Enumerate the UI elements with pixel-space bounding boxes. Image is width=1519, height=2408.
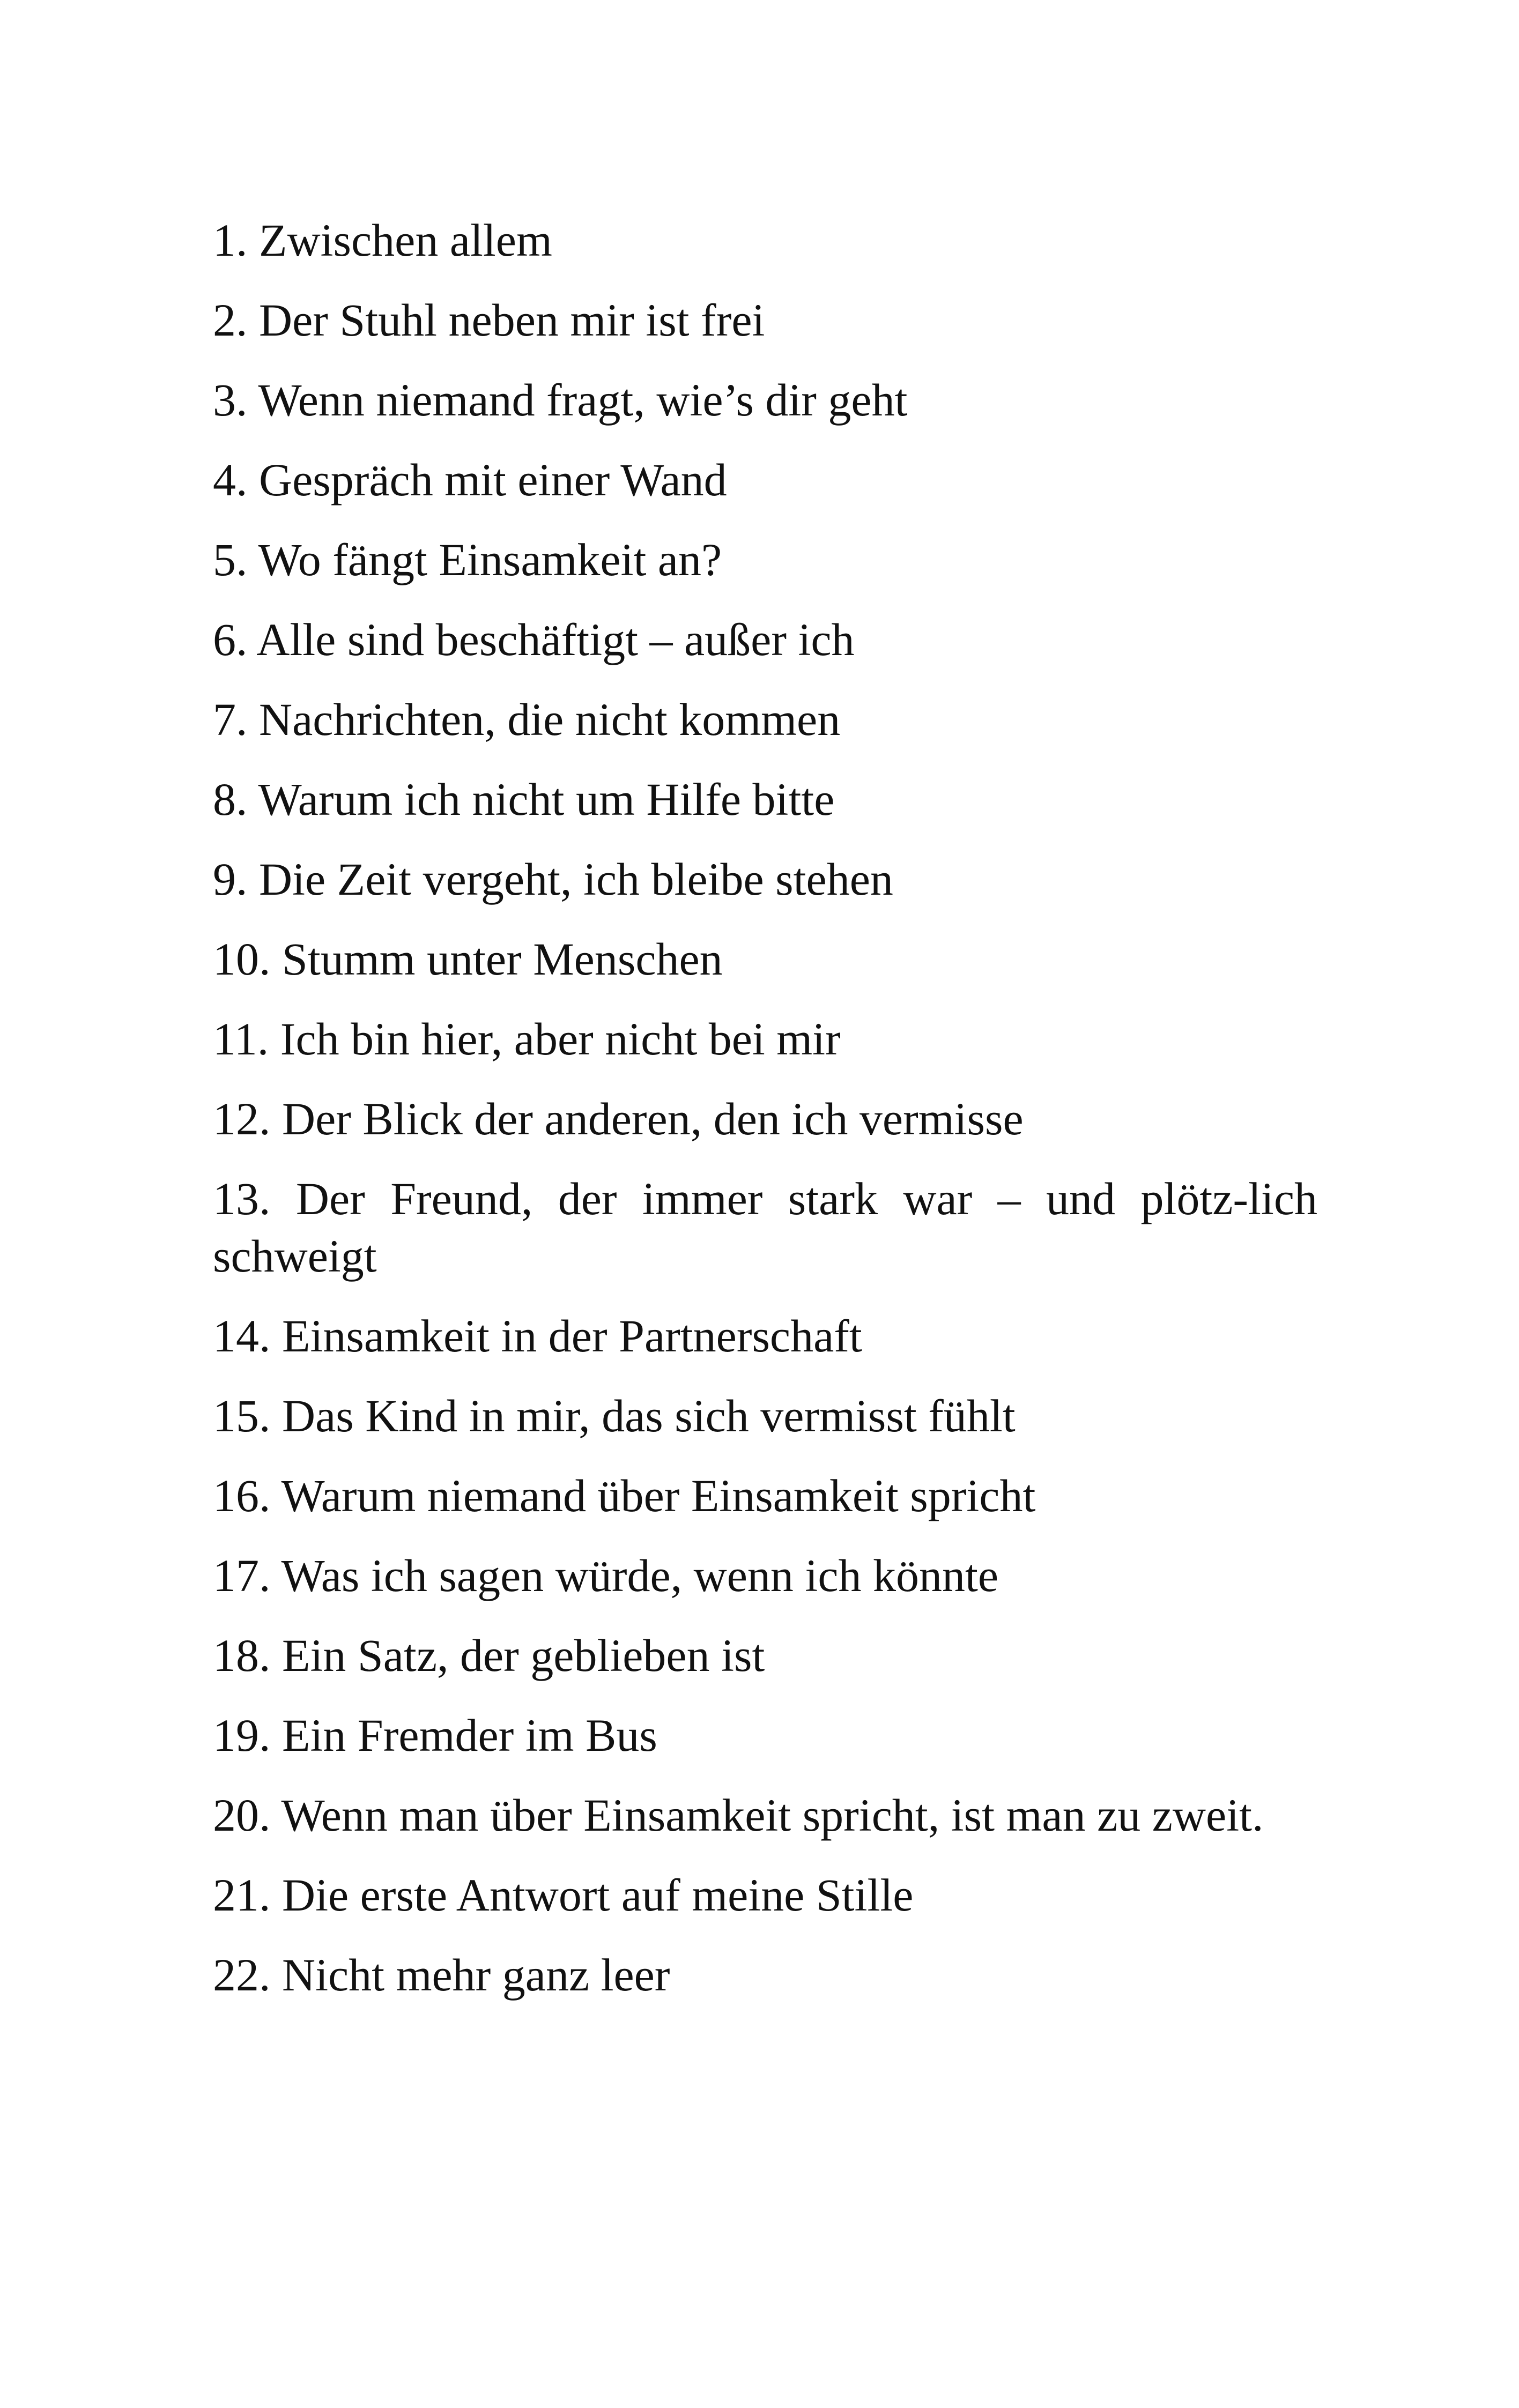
toc-entry: 10. Stumm unter Menschen <box>213 933 723 985</box>
toc-entry: 2. Der Stuhl neben mir ist frei <box>213 294 765 346</box>
toc-entry: 17. Was ich sagen würde, wenn ich könnte <box>213 1550 999 1601</box>
toc-entry: 9. Die Zeit vergeht, ich bleibe stehen <box>213 853 893 905</box>
toc-entry: 18. Ein Satz, der geblieben ist <box>213 1630 765 1681</box>
toc-entry: 8. Warum ich nicht um Hilfe bitte <box>213 774 835 825</box>
table-of-contents <box>213 212 1317 2026</box>
toc-entry: 4. Gespräch mit einer Wand <box>213 454 727 506</box>
toc-entry: 5. Wo fängt Einsamkeit an? <box>213 534 722 585</box>
toc-entry: 12. Der Blick der anderen, den ich vermisse <box>213 1093 1024 1144</box>
toc-entry: 16. Warum niemand über Einsamkeit spricht <box>213 1470 1036 1521</box>
toc-entry: 22. Nicht mehr ganz leer <box>213 1949 670 2001</box>
toc-entry: 11. Ich bin hier, aber nicht bei mir <box>213 1013 841 1065</box>
toc-entry: 6. Alle sind beschäftigt – außer ich <box>213 614 855 665</box>
toc-entry: 15. Das Kind in mir, das sich vermisst fühlt <box>213 1390 1016 1441</box>
toc-entry: 14. Einsamkeit in der Partnerschaft <box>213 1310 862 1362</box>
toc-entry: 3. Wenn niemand fragt, wie’s dir geht <box>213 374 908 426</box>
toc-entry: 7. Nachrichten, die nicht kommen <box>213 694 841 745</box>
toc-entry: 13. Der Freund, der immer stark war – und plötz-lich schweigt <box>213 1173 1317 1282</box>
toc-entry: 20. Wenn man über Einsamkeit spricht, ist man zu zweit. <box>213 1789 1264 1841</box>
toc-entry: 21. Die erste Antwort auf meine Stille <box>213 1869 914 1921</box>
toc-entry: 1. Zwischen allem <box>213 214 552 266</box>
toc-entry: 19. Ein Fremder im Bus <box>213 1710 657 1761</box>
